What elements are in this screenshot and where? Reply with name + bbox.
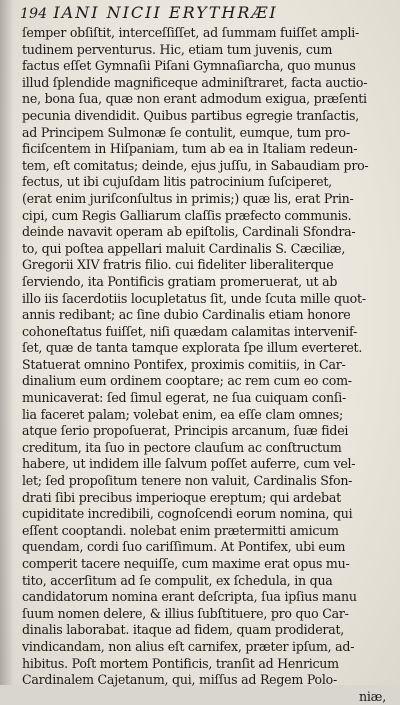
text-line: quendam, cordi ſuo cariſſimum. At Pontifex, ubi eum (22, 539, 346, 555)
text-line: niæ, (359, 688, 386, 704)
text-line: municaverat: ſed ſimul egerat, ne ſua cuiquam conſi- (22, 390, 347, 406)
text-line: dinalium eum ordinem cooptare; ac rem cum eo com- (22, 373, 352, 389)
text-line: cohoneſtatus fuiſſet, niſi quædam calamitas intervenif- (22, 323, 357, 339)
text-line: fectus, ut ibi cujuſdam litis patrocinium ſuſciperet, (22, 174, 332, 190)
text-line: lia faceret palam; volebat enim, ea eſſe clam omnes; (22, 406, 343, 422)
text-line: tem, eſt comitatus; deinde, ejus juſſu, in Sabaudiam pro- (22, 157, 369, 173)
text-line: eſſent cooptandi. nolebat enim prætermitti amicum (22, 522, 339, 538)
text-line: creditum, ita ſuo in pectore clauſum ac conſtructum (22, 439, 342, 455)
text-line: ad Principem Sulmonæ ſe contulit, eumque, tum pro- (22, 124, 350, 140)
text-line: drati ſibi precibus imperioque ereptum; qui ardebat (22, 489, 341, 505)
text-line: ficiſcentem in Hiſpaniam, tum ab ea in Italiam redeun- (22, 141, 358, 157)
text-line: cupiditate incredibili, cognoſcendi eorum nomina, qui (22, 506, 353, 522)
text-line: (erat enim juriſconſultus in primis;) quæ lis, erat Prin- (22, 190, 354, 206)
text-line: vindicandam, non alius eſt carnifex, præter ipſum, ad- (22, 638, 355, 654)
text-line: factus eſſet Gymnaſii Piſani Gymnaſiarcha, quo munus (22, 58, 356, 74)
text-line: dinalis laborabat. itaque ad fidem, quam prodiderat, (22, 622, 345, 638)
text-line: let; ſed propoſitum tenere non valuit, Cardinalis Sfon- (22, 473, 353, 489)
body-text (22, 25, 386, 705)
text-line: illo iis ſacerdotiis locupletatus ſit, unde ſcuta mille quot- (22, 290, 366, 306)
text-line: ſet, quæ de tanta tamque explorata ſpe illum everteret. (22, 340, 363, 356)
text-line: ſerviendo, ita Pontificis gratiam promeruerat, ut ab (22, 273, 338, 289)
page-header (20, 3, 390, 25)
page-number: 194 (20, 6, 48, 22)
text-line: Statuerat omnino Pontifex, proximis comitiis, in Car- (22, 356, 346, 372)
text-line: pecunia divendidit. Quibus partibus egregie tranſactis, (22, 107, 360, 123)
running-head: IANI NICII ERYTHRÆI (53, 3, 278, 22)
text-line: illud ſplendide magnificeque adminiſtraret, facta auctio- (22, 74, 368, 90)
text-line: hibitus. Poſt mortem Pontificis, tranſit ad Henricum (22, 655, 339, 671)
text-line: candidatorum nomina erant deſcripta, ſua ipſius manu (22, 589, 357, 605)
text-line: deinde navavit operam ab epiſtolis, Cardinali Sfondra- (22, 224, 356, 240)
text-line: ne, bona ſua, quæ non erant admodum exigua, præſenti (22, 91, 367, 107)
text-line: annis redibant; ac ſine dubio Cardinalis etiam honore (22, 307, 351, 323)
text-line: tito, accerſitum ad ſe compulit, ex ſchedula, in qua (22, 572, 333, 588)
text-line: atque ſerio propoſuerat, Principis arcanum, ſuæ fidei (22, 423, 349, 439)
text-line: comperit tacere nequiſſe, cum maxime erat opus mu- (22, 556, 350, 571)
text-line: habere, ut indidem ille ſalvum poſſet auferre, cum vel- (22, 456, 356, 472)
text-line: Gregorii XIV fratris filio. cui fideliter liberaliterque (22, 257, 334, 273)
text-line: ſemper obſiſtit, interceſſiſſet, ad ſummam fuiſſet ampli- (22, 25, 360, 40)
gutter-shadow (0, 0, 14, 685)
text-line: Cardinalem Cajetanum, qui, miſſus ad Regem Polo- (22, 672, 337, 688)
text-line: to, qui poſtea appellari maluit Cardinalis S. Cæciliæ, (22, 240, 346, 256)
text-line: tudinem perventurus. Hic, etiam tum juvenis, cum (22, 41, 333, 57)
text-line: cipi, cum Regis Galliarum claſſis præfecto communis. (22, 207, 352, 223)
text-line: ſuum nomen delere, & illius ſubſtituere, pro quo Car- (22, 605, 349, 621)
